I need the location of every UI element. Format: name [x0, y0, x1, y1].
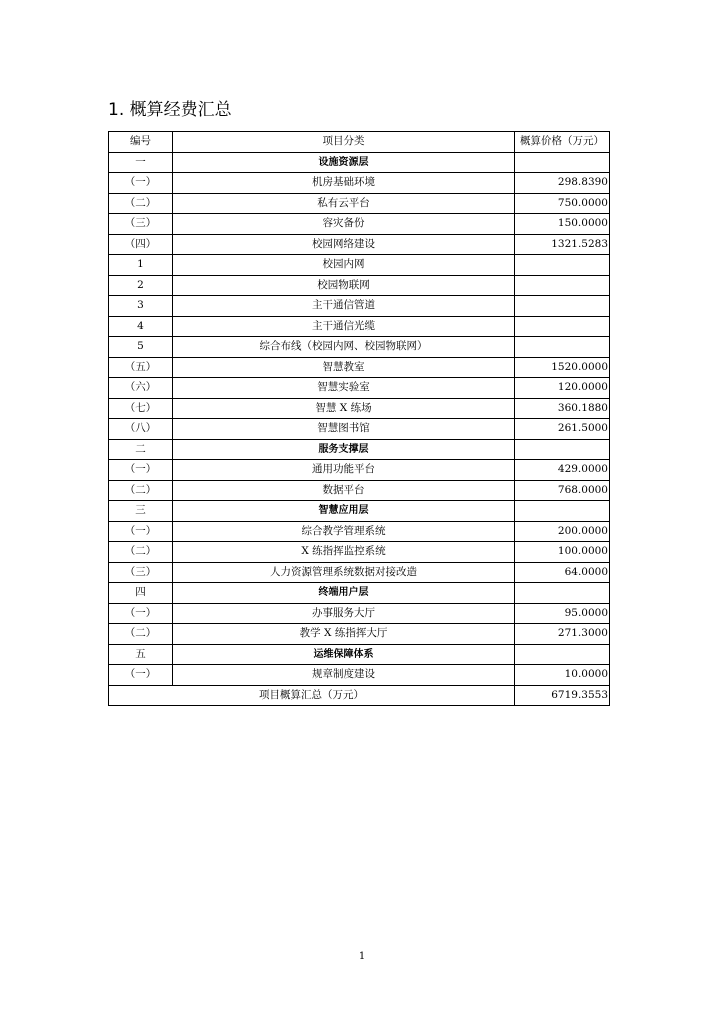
- row-number: （二）: [109, 624, 173, 645]
- row-number: （七）: [109, 398, 173, 419]
- row-item-name: 主干通信管道: [173, 296, 515, 317]
- table-row: [109, 152, 610, 173]
- row-item-name: 综合布线（校园内网、校园物联网）: [173, 337, 515, 358]
- row-number: （二）: [109, 480, 173, 501]
- total-value: 6719.3553: [515, 685, 610, 706]
- row-category-heading: 智慧应用层: [173, 501, 515, 522]
- row-price: 120.0000: [515, 378, 610, 399]
- row-number: （三）: [109, 214, 173, 235]
- row-price: 298.8390: [515, 173, 610, 194]
- table-row: [109, 255, 610, 276]
- table-row: [109, 521, 610, 542]
- row-category-heading: 设施资源层: [173, 152, 515, 173]
- column-header-number: 编号: [109, 132, 173, 153]
- row-item-name: 智慧图书馆: [173, 419, 515, 440]
- row-price: 429.0000: [515, 460, 610, 481]
- row-price: [515, 152, 610, 173]
- row-price: 10.0000: [515, 665, 610, 686]
- column-header-category: 项目分类: [173, 132, 515, 153]
- row-price: 95.0000: [515, 603, 610, 624]
- row-number: （四）: [109, 234, 173, 255]
- row-item-name: 数据平台: [173, 480, 515, 501]
- page-number: 1: [358, 951, 366, 962]
- row-item-name: 智慧实验室: [173, 378, 515, 399]
- row-item-name: 校园内网: [173, 255, 515, 276]
- table-row: [109, 214, 610, 235]
- row-price: [515, 501, 610, 522]
- table-row: [109, 624, 610, 645]
- row-price: 261.5000: [515, 419, 610, 440]
- row-price: 768.0000: [515, 480, 610, 501]
- row-price: 1520.0000: [515, 357, 610, 378]
- row-number: 二: [109, 439, 173, 460]
- row-number: 5: [109, 337, 173, 358]
- table-row: [109, 337, 610, 358]
- row-price: [515, 255, 610, 276]
- total-label: 项目概算汇总（万元）: [109, 685, 515, 706]
- row-item-name: 智慧 X 练场: [173, 398, 515, 419]
- row-price: [515, 439, 610, 460]
- row-price: 271.3000: [515, 624, 610, 645]
- row-number: 2: [109, 275, 173, 296]
- row-item-name: 人力资源管理系统数据对接改造: [173, 562, 515, 583]
- row-price: [515, 316, 610, 337]
- row-number: （一）: [109, 521, 173, 542]
- row-item-name: 私有云平台: [173, 193, 515, 214]
- row-number: 三: [109, 501, 173, 522]
- row-number: （一）: [109, 665, 173, 686]
- table-row: [109, 501, 610, 522]
- row-item-name: 办事服务大厅: [173, 603, 515, 624]
- row-number: 4: [109, 316, 173, 337]
- row-number: 3: [109, 296, 173, 317]
- row-number: （二）: [109, 193, 173, 214]
- table-row: [109, 583, 610, 604]
- total-row: [109, 685, 610, 706]
- row-category-heading: 服务支撑层: [173, 439, 515, 460]
- row-item-name: 教学 X 练指挥大厅: [173, 624, 515, 645]
- table-row: [109, 644, 610, 665]
- table-row: [109, 419, 610, 440]
- row-price: 64.0000: [515, 562, 610, 583]
- table-header-row: [109, 132, 610, 153]
- row-price: 360.1880: [515, 398, 610, 419]
- table-row: [109, 193, 610, 214]
- row-price: [515, 296, 610, 317]
- row-item-name: 规章制度建设: [173, 665, 515, 686]
- table-row: [109, 296, 610, 317]
- row-number: 1: [109, 255, 173, 276]
- row-number: （一）: [109, 460, 173, 481]
- table-row: [109, 173, 610, 194]
- row-item-name: 校园物联网: [173, 275, 515, 296]
- budget-summary-table: [108, 131, 610, 706]
- row-price: 150.0000: [515, 214, 610, 235]
- table-row: [109, 665, 610, 686]
- row-item-name: 机房基础环境: [173, 173, 515, 194]
- table-row: [109, 234, 610, 255]
- row-number: （一）: [109, 603, 173, 624]
- table-row: [109, 480, 610, 501]
- row-number: （二）: [109, 542, 173, 563]
- row-number: 一: [109, 152, 173, 173]
- row-number: 五: [109, 644, 173, 665]
- row-price: [515, 644, 610, 665]
- table-row: [109, 603, 610, 624]
- row-number: （八）: [109, 419, 173, 440]
- row-price: 100.0000: [515, 542, 610, 563]
- row-price: 750.0000: [515, 193, 610, 214]
- row-price: [515, 337, 610, 358]
- column-header-price: 概算价格（万元）: [515, 132, 610, 153]
- row-item-name: 校园网络建设: [173, 234, 515, 255]
- table-body: [109, 152, 610, 685]
- row-number: （一）: [109, 173, 173, 194]
- section-heading: 1. 概算经费汇总: [108, 100, 232, 120]
- row-category-heading: 终端用户层: [173, 583, 515, 604]
- row-price: 200.0000: [515, 521, 610, 542]
- row-price: [515, 583, 610, 604]
- table-row: [109, 542, 610, 563]
- row-item-name: 综合教学管理系统: [173, 521, 515, 542]
- table-row: [109, 460, 610, 481]
- row-price: 1321.5283: [515, 234, 610, 255]
- row-price: [515, 275, 610, 296]
- table-row: [109, 378, 610, 399]
- row-item-name: 智慧教室: [173, 357, 515, 378]
- table-row: [109, 275, 610, 296]
- table-row: [109, 562, 610, 583]
- row-item-name: X 练指挥监控系统: [173, 542, 515, 563]
- table-row: [109, 439, 610, 460]
- row-item-name: 容灾备份: [173, 214, 515, 235]
- table-row: [109, 398, 610, 419]
- table-row: [109, 316, 610, 337]
- row-item-name: 主干通信光缆: [173, 316, 515, 337]
- row-number: 四: [109, 583, 173, 604]
- row-category-heading: 运维保障体系: [173, 644, 515, 665]
- row-number: （五）: [109, 357, 173, 378]
- table-row: [109, 357, 610, 378]
- row-number: （六）: [109, 378, 173, 399]
- row-number: （三）: [109, 562, 173, 583]
- row-item-name: 通用功能平台: [173, 460, 515, 481]
